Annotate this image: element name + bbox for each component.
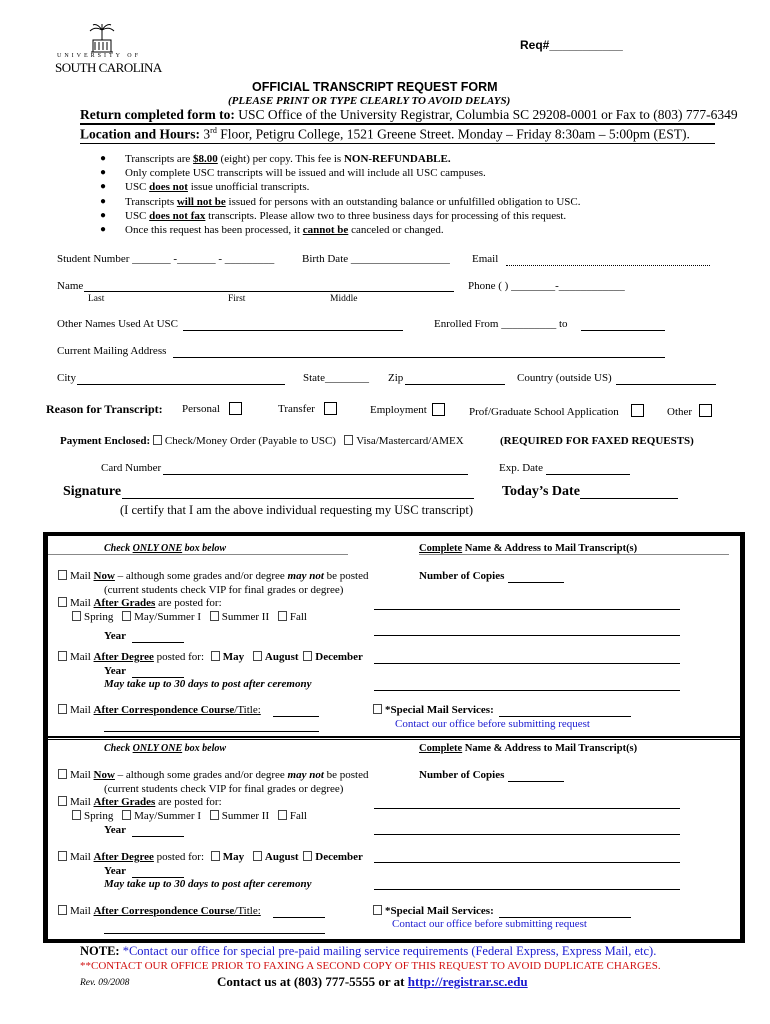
year-field[interactable] — [132, 836, 184, 837]
enrolled-from-field[interactable]: Enrolled From __________ to — [434, 318, 568, 330]
todays-date-label: Today’s Date — [502, 484, 580, 499]
maysummer-checkbox[interactable] — [122, 611, 131, 621]
phone-field[interactable]: Phone ( ) ________-____________ — [468, 280, 625, 292]
fall-checkbox[interactable] — [278, 810, 287, 820]
contact-before-note: Contact our office before submitting request — [392, 918, 587, 930]
complete-address-heading: Complete Name & Address to Mail Transcript(s) — [419, 543, 638, 554]
mail-now-option[interactable]: Mail Now – although some grades and/or degree may not be posted — [58, 769, 369, 781]
address-line-1[interactable] — [374, 609, 680, 610]
spring-checkbox[interactable] — [72, 810, 81, 820]
birth-date-field[interactable]: Birth Date __________________ — [302, 253, 450, 265]
todays-date-field[interactable] — [580, 498, 678, 499]
correspondence-title-field[interactable] — [273, 917, 325, 918]
address-line-4[interactable] — [374, 690, 680, 691]
address-line-1[interactable] — [374, 808, 680, 809]
post-note: May take up to 30 days to post after ceremony — [104, 678, 312, 690]
enrolled-to-field[interactable] — [581, 330, 665, 331]
spring-checkbox[interactable] — [72, 611, 81, 621]
zip-label: Zip — [388, 372, 404, 384]
mail-now-option[interactable]: Mail Now – although some grades and/or degree may not be posted — [58, 570, 369, 582]
copies-field[interactable] — [508, 781, 564, 782]
location-line: Location and Hours: 3rd Floor, Petigru College, 1521 Greene Street. Monday – Friday 8:30am – 5:00pm (EST). — [80, 126, 690, 142]
december-checkbox[interactable] — [303, 651, 312, 661]
header-divider — [80, 123, 715, 125]
revision-date: Rev. 09/2008 — [80, 978, 130, 988]
reason-personal-checkbox[interactable] — [229, 402, 242, 415]
form-title: OFFICIAL TRANSCRIPT REQUEST FORM — [252, 80, 498, 94]
name-field[interactable] — [84, 291, 454, 292]
other-names-field[interactable] — [183, 330, 403, 331]
card-number-label: Card Number — [101, 462, 162, 474]
section-rule — [48, 554, 348, 555]
required-for-fax-note: (REQUIRED FOR FAXED REQUESTS) — [500, 435, 694, 447]
mail-correspondence-option[interactable]: Mail After Correspondence Course/Title: — [58, 704, 261, 716]
reason-other-checkbox[interactable] — [699, 404, 712, 417]
reason-label: Reason for Transcript: — [46, 402, 163, 416]
note-item: ● Transcripts will not be issued for persons with an outstanding balance or unfulfilled obligation to USC. — [100, 195, 580, 209]
check-money-order-checkbox[interactable] — [153, 435, 162, 445]
year-label: Year — [104, 824, 126, 836]
email-field[interactable] — [506, 265, 710, 266]
card-number-field[interactable] — [163, 474, 468, 475]
fall-checkbox[interactable] — [278, 611, 287, 621]
copies-label: Number of Copies — [419, 570, 505, 582]
year-label-2: Year — [104, 665, 126, 677]
return-line: Return completed form to: USC Office of the University Registrar, Columbia SC 29208-0001 or Fax to (803) 777-6349 — [80, 107, 738, 122]
zip-field[interactable] — [405, 384, 505, 385]
year-label-2: Year — [104, 865, 126, 877]
may-checkbox[interactable] — [211, 851, 220, 861]
copies-label: Number of Copies — [419, 769, 505, 781]
address-line-2[interactable] — [374, 635, 680, 636]
reason-transfer-checkbox[interactable] — [324, 402, 337, 415]
email-label: Email — [472, 253, 499, 265]
copies-field[interactable] — [508, 582, 564, 583]
december-checkbox[interactable] — [303, 851, 312, 861]
note-item: ● USC does not issue unofficial transcripts. — [100, 180, 580, 194]
student-number-field[interactable]: Student Number _______ -_______ - _________ — [57, 253, 275, 265]
mailing-address-field[interactable] — [173, 357, 665, 358]
usc-logo — [55, 22, 162, 77]
note-item: ● Transcripts are $8.00 (eight) per copy. This fee is NON-REFUNDABLE. — [100, 152, 580, 166]
duplicate-charge-warning: **CONTACT OUR OFFICE PRIOR TO FAXING A SECOND COPY OF THIS REQUEST TO AVOID DUPLICATE CHARGES. — [80, 960, 661, 972]
exp-date-label: Exp. Date — [499, 462, 543, 474]
mail-after-degree-option[interactable]: Mail After Degree posted for: May August December — [58, 651, 363, 663]
city-field[interactable] — [77, 384, 285, 385]
city-label: City — [57, 372, 76, 384]
august-checkbox[interactable] — [253, 851, 262, 861]
first-name-caption: First — [228, 294, 246, 304]
complete-address-heading: Complete Name & Address to Mail Transcript(s) — [419, 743, 638, 754]
year-field[interactable] — [132, 642, 184, 643]
year-label: Year — [104, 630, 126, 642]
mail-after-grades-option[interactable]: Mail After Grades are posted for: — [58, 796, 222, 808]
note-item: ● Once this request has been processed, it cannot be canceled or changed. — [100, 223, 580, 237]
reason-personal-label: Personal — [182, 403, 220, 415]
reason-prof-checkbox[interactable] — [631, 404, 644, 417]
term-options: Spring May/Summer I Summer II Fall — [72, 611, 307, 623]
mail-section-2 — [43, 736, 745, 943]
visa-checkbox[interactable] — [344, 435, 353, 445]
signature-label: Signature — [63, 484, 122, 499]
correspondence-title-field[interactable] — [273, 716, 319, 717]
middle-name-caption: Middle — [330, 294, 358, 304]
country-label: Country (outside US) — [517, 372, 612, 384]
country-field[interactable] — [616, 384, 716, 385]
section-rule — [419, 554, 729, 555]
state-field[interactable]: State________ — [303, 372, 369, 384]
header-divider-2 — [80, 143, 715, 144]
may-checkbox[interactable] — [211, 651, 220, 661]
footer-note: NOTE: *Contact our office for special pre-paid mailing service requirements (Federal Express, Express Mail, etc). — [80, 944, 657, 958]
exp-date-field[interactable] — [546, 474, 630, 475]
vip-note: (current students check VIP for final grades or degree) — [104, 584, 344, 596]
check-one-instruction: Check ONLY ONE box below — [104, 743, 227, 754]
payment-line: Payment Enclosed: Check/Money Order (Payable to USC) Visa/Mastercard/AMEX — [60, 435, 464, 447]
special-mail-option[interactable]: *Special Mail Services: — [373, 905, 494, 917]
post-note: May take up to 30 days to post after ceremony — [104, 878, 312, 890]
last-name-caption: Last — [88, 294, 105, 304]
summer2-checkbox[interactable] — [210, 611, 219, 621]
contact-before-note: Contact our office before submitting request — [395, 718, 590, 730]
august-checkbox[interactable] — [253, 651, 262, 661]
correspondence-title-field-2[interactable] — [104, 731, 319, 732]
reason-employment-checkbox[interactable] — [432, 403, 445, 416]
reason-prof-label: Prof/Graduate School Application — [469, 406, 619, 418]
contact-line: Contact us at (803) 777-5555 or at http://registrar.sc.edu — [217, 974, 528, 989]
reason-employment-label: Employment — [370, 404, 427, 416]
certify-statement: (I certify that I am the above individual requesting my USC transcript) — [120, 503, 474, 517]
form-subtitle: (PLEASE PRINT OR TYPE CLEARLY TO AVOID DELAYS) — [228, 95, 511, 107]
logo-bottom-text: SOUTH CAROLINA — [55, 60, 162, 75]
registrar-link[interactable]: http://registrar.sc.edu — [407, 974, 528, 989]
correspondence-title-field-2[interactable] — [104, 933, 325, 934]
signature-field[interactable] — [122, 498, 474, 499]
address-line-3[interactable] — [374, 862, 680, 863]
mail-after-grades-option[interactable]: Mail After Grades are posted for: — [58, 597, 222, 609]
address-line-2[interactable] — [374, 834, 680, 835]
mail-after-degree-option[interactable]: Mail After Degree posted for: May August December — [58, 851, 363, 863]
name-label: Name — [57, 280, 84, 292]
address-line-4[interactable] — [374, 889, 680, 890]
check-one-instruction: Check ONLY ONE box below — [104, 543, 227, 554]
summer2-checkbox[interactable] — [210, 810, 219, 820]
reason-other-label: Other — [667, 406, 693, 418]
logo-top-text: UNIVERSITY OF — [57, 53, 141, 59]
mail-correspondence-option[interactable]: Mail After Correspondence Course/Title: — [58, 905, 261, 917]
other-names-label: Other Names Used At USC — [57, 318, 178, 330]
reason-transfer-label: Transfer — [278, 403, 315, 415]
note-item: ● USC does not fax transcripts. Please allow two to three business days for processing of this request. — [100, 209, 580, 223]
term-options: Spring May/Summer I Summer II Fall — [72, 810, 307, 822]
special-mail-option[interactable]: *Special Mail Services: — [373, 704, 494, 716]
mailing-address-label: Current Mailing Address — [57, 345, 167, 357]
mail-section-1 — [43, 532, 745, 740]
maysummer-checkbox[interactable] — [122, 810, 131, 820]
policy-notes — [100, 152, 580, 237]
note-item: ● Only complete USC transcripts will be issued and will include all USC campuses. — [100, 166, 580, 180]
address-line-3[interactable] — [374, 663, 680, 664]
request-number-label: Req#___________ — [520, 38, 623, 52]
vip-note: (current students check VIP for final grades or degree) — [104, 783, 344, 795]
special-mail-field[interactable] — [499, 716, 631, 717]
